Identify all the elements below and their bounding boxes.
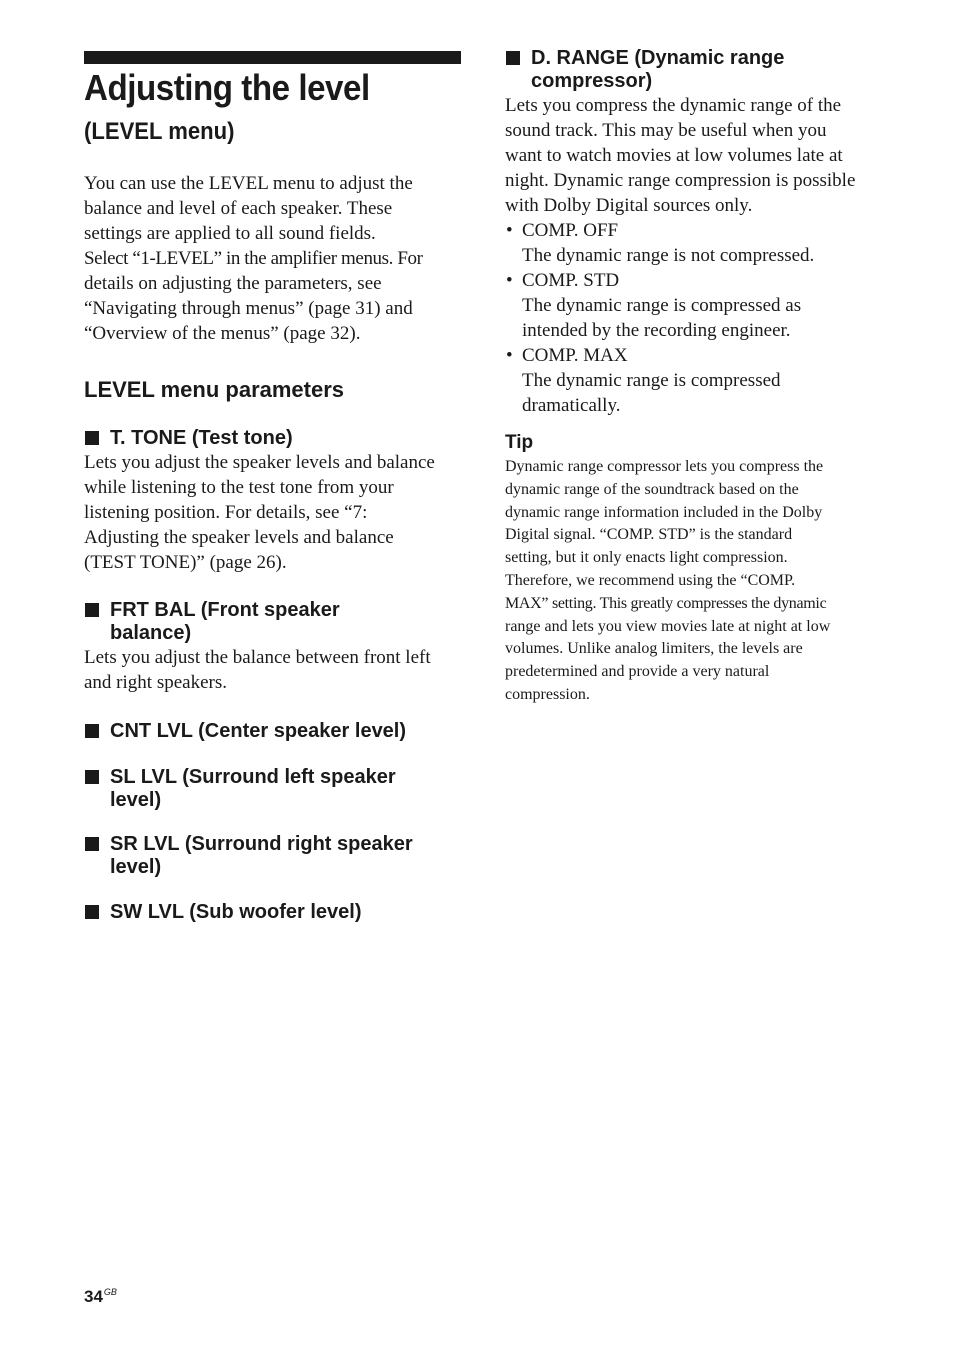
param-swlvl: [84, 901, 464, 924]
square-bullet-icon: [506, 51, 520, 65]
param-body: Lets you adjust the speaker levels and balance while listening to the test tone from your listening position. For details, see “7: Adjusting the speaker levels and balance (TEST TONE)” (page 26).: [84, 452, 435, 573]
param-body: Lets you compress the dynamic range of the sound track. This may be useful when you want to watch movies at low volumes late at night. Dynamic range compression is possible with Dolby Digital sources only.: [505, 95, 856, 216]
param-sllvl: [84, 766, 464, 812]
tip-box: [505, 431, 890, 707]
tip-heading: Tip: [505, 432, 534, 453]
param-heading: FRT BAL (Front speaker balance): [84, 599, 464, 645]
param-heading: SR LVL (Surround right speaker level): [84, 833, 464, 879]
intro-paragraph: You can use the LEVEL menu to adjust the balance and level of each speaker. These settings are applied to all sound fields. Select “1-LEVEL” in the amplifier menus. For details on adjusting the parameters, see “Navigating through menus” (page 31) and “Overview of the menus” (page 32).: [84, 173, 423, 344]
param-body: Lets you adjust the balance between front left and right speakers.: [84, 647, 431, 693]
param-heading: SW LVL (Sub woofer level): [84, 901, 464, 924]
section-heading-level-parameters: LEVEL menu parameters: [84, 377, 345, 402]
param-heading: D. RANGE (Dynamic range compressor): [505, 47, 890, 93]
tip-body: Dynamic range compressor lets you compress the dynamic range of the soundtrack based on the dynamic range information included in the Dolby Digital signal. “COMP. STD” is the standard setting, but it only enacts light compression. Therefore, we recommend using the “COMP. MAX” setting. This greatly compresses the dynamic range and lets you view movies late at night at low volumes. Unlike analog limiters, the levels are predetermined and provide a very natural compression.: [505, 458, 831, 703]
page-suffix: GB: [103, 1287, 117, 1297]
square-bullet-icon: [85, 905, 99, 919]
page-subtitle: (LEVEL menu): [84, 118, 235, 145]
param-drange: [505, 47, 890, 418]
page-number: $34^{GB}$: [84, 1287, 117, 1306]
param-heading: T. TONE (Test tone): [84, 427, 464, 450]
option-comp-std: • COMP. STD The dynamic range is compressed as intended by the recording engineer.: [506, 270, 802, 341]
page-title: Adjusting the level: [84, 67, 370, 108]
square-bullet-icon: [85, 770, 99, 784]
param-srlvl: [84, 833, 464, 879]
param-frtbal: [84, 599, 464, 695]
square-bullet-icon: [85, 837, 99, 851]
param-heading: SL LVL (Surround left speaker level): [84, 766, 464, 812]
title-rule: [84, 51, 461, 64]
param-heading: CNT LVL (Center speaker level): [84, 720, 464, 743]
param-ttone: [84, 427, 464, 575]
param-cntlvl: [84, 720, 464, 743]
square-bullet-icon: [85, 431, 99, 445]
square-bullet-icon: [85, 724, 99, 738]
option-comp-off: • COMP. OFF The dynamic range is not compressed.: [506, 220, 815, 266]
square-bullet-icon: [85, 603, 99, 617]
option-comp-max: • COMP. MAX The dynamic range is compressed dramatically.: [506, 345, 781, 416]
